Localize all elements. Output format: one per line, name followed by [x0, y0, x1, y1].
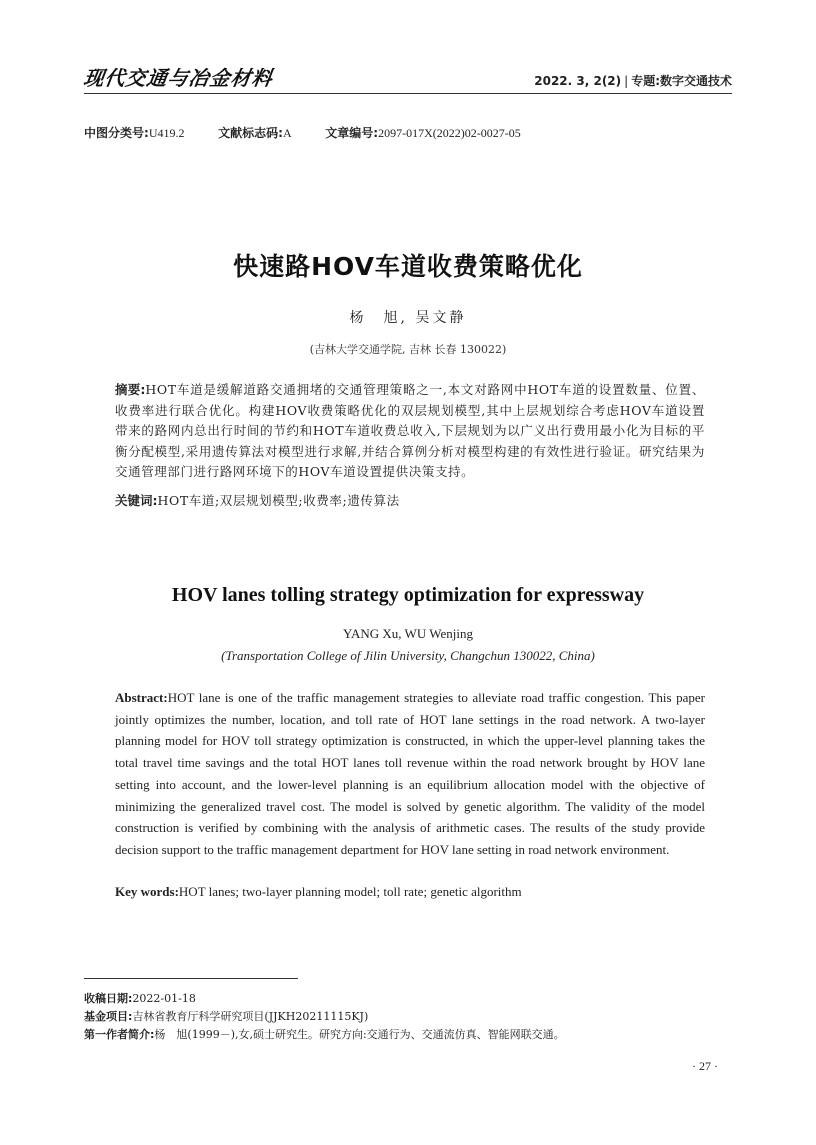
en-affiliation: (Transportation College of Jilin University, Changchun 130022, China) [221, 648, 595, 663]
classification-line [84, 124, 521, 141]
author-bio-value: 杨 旭(1999－),女,硕士研究生。研究方向:交通行为、交通流仿真、智能网联交通。 [154, 1028, 565, 1041]
fund-label: 基金项目: [84, 1010, 133, 1023]
article-no-label: 文章编号: [325, 126, 379, 140]
header-separator: | [624, 74, 629, 88]
cn-affiliation: (吉林大学交通学院, 吉林 长春 130022) [309, 343, 507, 356]
article-no-value: 2097-017X(2022)02-0027-05 [378, 126, 521, 140]
en-keywords-text: HOT lanes; two-layer planning model; toll rate; genetic algorithm [178, 884, 522, 899]
section-name: 专题:数字交通技术 [631, 74, 732, 88]
footnote-rule [84, 978, 298, 979]
page-number: · 27 · [692, 1059, 718, 1073]
en-keywords-label: Key words: [115, 884, 179, 899]
en-abstract [115, 687, 705, 861]
cn-abstract-label: 摘要: [115, 382, 146, 397]
header-rule [84, 93, 732, 94]
doc-code-value: A [282, 126, 292, 140]
doc-code-label: 文献标志码: [218, 126, 283, 140]
issue-number: 2022. 3, 2(2) [534, 74, 622, 88]
clc-label: 中图分类号: [84, 126, 149, 140]
cn-title: 快速路HOV车道收费策略优化 [233, 252, 583, 281]
cn-keywords-text: HOT车道;双层规划模型;收费率;遗传算法 [157, 493, 400, 508]
cn-abstract [115, 380, 705, 483]
cn-keywords [115, 491, 705, 509]
fund-project [84, 1008, 734, 1026]
en-abstract-label: Abstract: [115, 690, 168, 705]
received-value: 2022-01-18 [132, 992, 196, 1005]
first-author-bio [84, 1026, 734, 1044]
cn-keywords-label: 关键词: [115, 493, 158, 508]
en-title: HOV lanes tolling strategy optimization for expressway [171, 584, 645, 606]
en-authors: YANG Xu, WU Wenjing [343, 626, 473, 641]
en-keywords [115, 884, 705, 900]
cn-authors: 杨 旭, 吴文静 [349, 310, 467, 326]
clc-value: U419.2 [148, 126, 185, 140]
issue-section-header [534, 72, 732, 89]
cn-abstract-text: HOT车道是缓解道路交通拥堵的交通管理策略之一,本文对路网中HOT车道的设置数量、位置、收费率进行联合优化。构建HOV收费策略优化的双层规划模型,其中上层规划综合考虑HOV车道设置带来的路网内总出行时间的节约和HOT车道收费总收入,下层规划为以广义出行费用最小化为目标的平衡分配模型,采用遗传算法对模型进行求解,并结合算例分析对模型构建的有效性进行验证。研究结果为交通管理部门进行路网环境下的HOV车道设置提供决策支持。 [115, 382, 705, 479]
fund-value: 吉林省教育厅科学研究项目(JJKH20211115KJ) [132, 1010, 369, 1023]
journal-logo: 现代交通与冶金材料 [82, 66, 275, 90]
en-abstract-text: HOT lane is one of the traffic management strategies to alleviate road traffic congestion. This paper jointly optimizes the number, location, and toll rate of HOT lane settings in the road network. A two-layer planning model for HOV toll strategy optimization is constructed, in which the upper-level planning takes the total travel time savings and the total HOT lanes toll revenue within the road network brought by HOV lane setting into account, and the lower-level planning is an equilibrium allocation model with the objective of minimizing the generalized travel cost. The model is solved by genetic algorithm. The validity of the model construction is verified by combining with the analysis of arithmetic cases. The results of the study provide decision support to the traffic management department for HOV lane setting in road network environment. [115, 690, 705, 857]
author-bio-label: 第一作者简介: [84, 1028, 155, 1041]
received-label: 收稿日期: [84, 992, 133, 1005]
footnotes [84, 990, 734, 1044]
received-date [84, 990, 734, 1008]
